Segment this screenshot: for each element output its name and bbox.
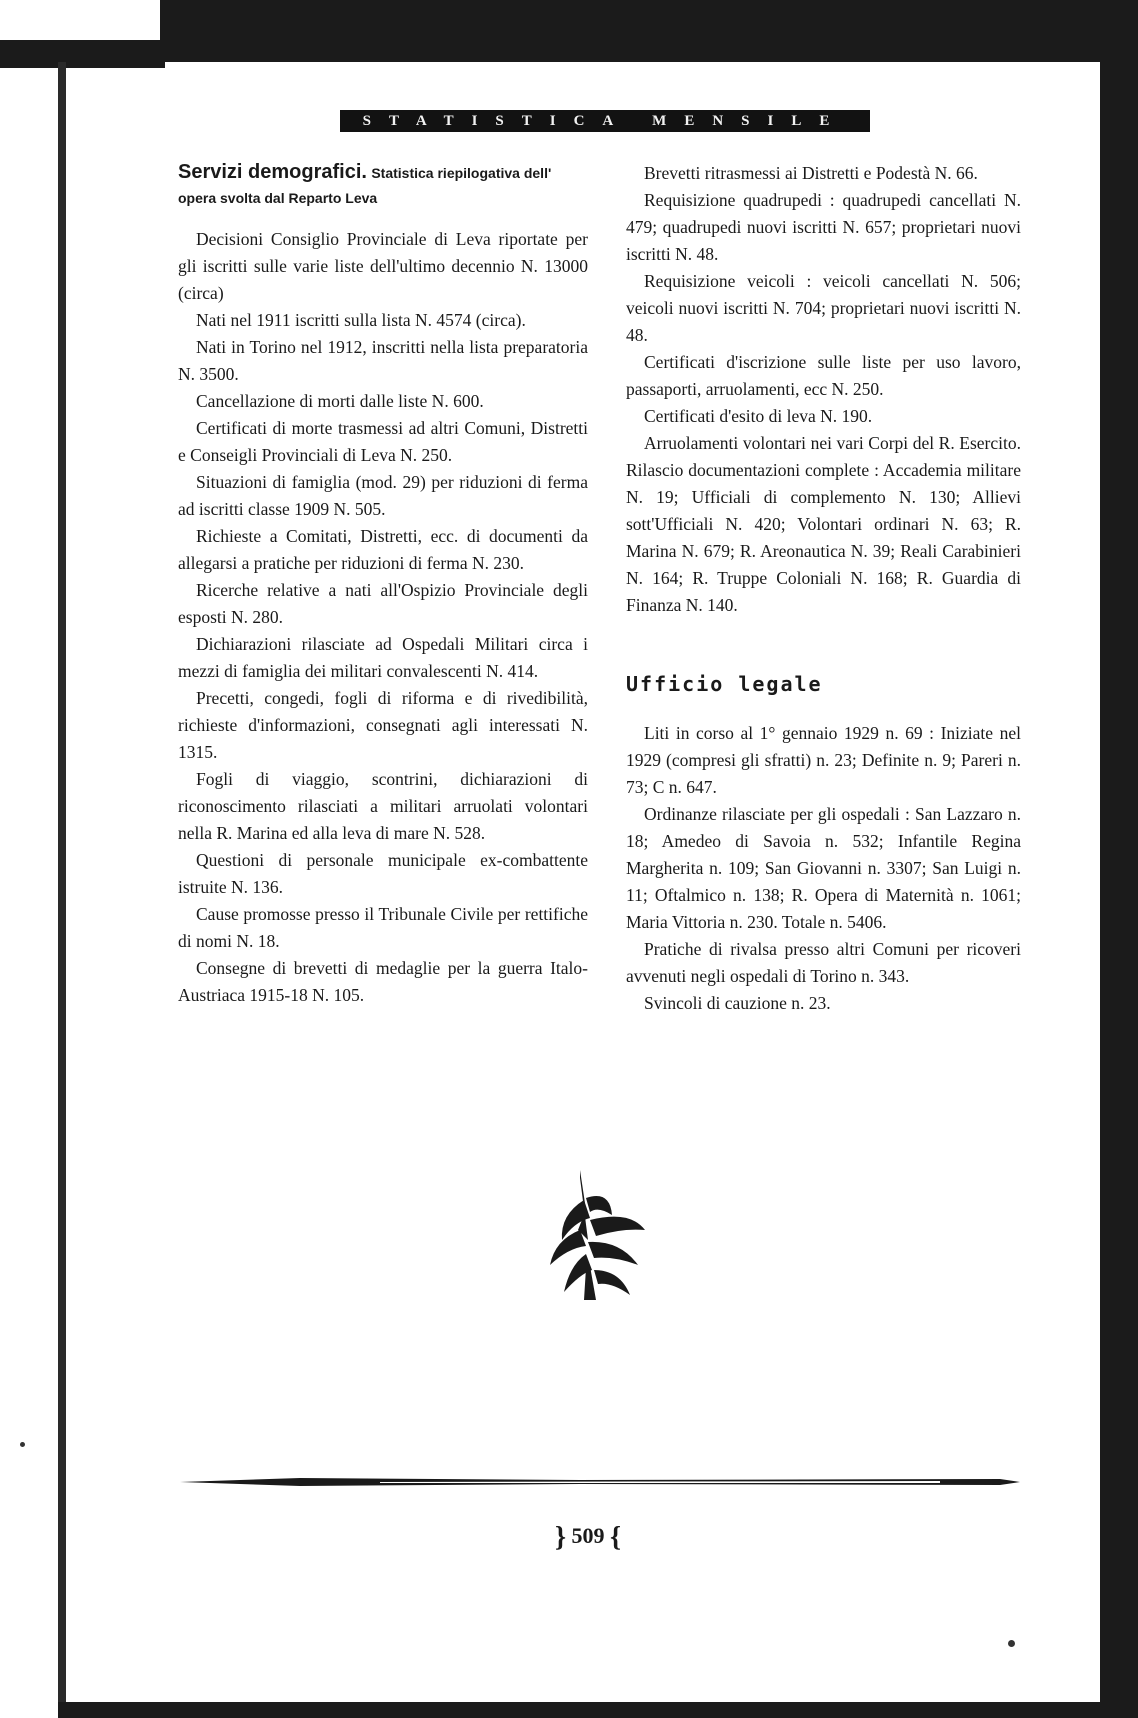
paragraph: Svincoli di cauzione n. 23. xyxy=(644,993,831,1013)
paragraph: Questioni di personale municipale ex-combattente istruite N. 136. xyxy=(178,850,588,897)
paragraph: Certificati di morte trasmessi ad altri Comuni, Distretti e Conseigli Provinciali di Leva N. 250. xyxy=(178,418,588,465)
paragraph: Requisizione quadrupedi : quadrupedi cancellati N. 479; quadrupedi nuovi iscritti N. 657; proprietari nuovi iscritti N. 48. xyxy=(626,190,1021,264)
scan-top-border xyxy=(160,0,1138,62)
section-title: Servizi demografici. xyxy=(178,161,367,183)
running-header: STATISTICA MENSILE xyxy=(340,110,870,132)
paragraph: Requisizione veicoli : veicoli cancellati N. 506; veicoli nuovi iscritti N. 704; proprietari nuovi iscritti N. 48. xyxy=(626,271,1021,345)
paragraph: Pratiche di rivalsa presso altri Comuni per ricoveri avvenuti negli ospedali di Torino n. 343. xyxy=(626,939,1021,986)
page-number xyxy=(555,1522,621,1554)
decorative-rule-icon xyxy=(180,1475,1020,1489)
section-subtitle: Statistica riepilogativa dell' opera svolta dal Reparto Leva xyxy=(178,165,552,206)
ufficio-legale-title: Ufficio legale xyxy=(626,672,823,696)
scan-bottom-border xyxy=(58,1702,1138,1718)
paragraph: Ricerche relative a nati all'Ospizio Provinciale degli esposti N. 280. xyxy=(178,580,588,627)
scan-right-border xyxy=(1100,0,1138,1718)
page-number-value: 509 xyxy=(571,1523,605,1549)
bracket-left: } xyxy=(555,1522,567,1553)
paragraph: Dichiarazioni rilasciate ad Ospedali Militari circa i mezzi di famiglia dei militari convalescenti N. 414. xyxy=(178,634,588,681)
paragraph: Cause promosse presso il Tribunale Civile per rettifiche di nomi N. 18. xyxy=(178,904,588,951)
plant-ornament-icon xyxy=(550,1170,660,1300)
paragraph: Precetti, congedi, fogli di riforma e di rivedibilità, richieste d'informazioni, consegnati agli interessati N. 1315. xyxy=(178,688,588,762)
paragraph: Brevetti ritrasmessi ai Distretti e Podestà N. 66. xyxy=(644,163,978,183)
paragraph: Arruolamenti volontari nei vari Corpi del R. Esercito. Rilascio documentazioni complete : Accademia militare N. 19; Ufficiali di complemento N. 130; Allievi sott'Ufficiali N. 420; Volontari ordinari N. 63; R. Marina N. 679; R. Areonautica N. 39; Reali Carabinieri N. 164; R. Truppe Coloniali N. 168; R. Guardia di Finanza N. 140. xyxy=(626,433,1021,615)
bracket-right: { xyxy=(610,1522,622,1553)
paragraph: Situazioni di famiglia (mod. 29) per riduzioni di ferma ad iscritti classe 1909 N. 505. xyxy=(178,472,588,519)
scan-left-border xyxy=(58,62,66,1702)
paragraph: Decisioni Consiglio Provinciale di Leva riportate per gli iscritti sulle varie liste dell'ultimo decennio N. 13000 (circa) xyxy=(178,229,588,303)
right-column xyxy=(626,160,1021,1017)
paragraph: Ordinanze rilasciate per gli ospedali : San Lazzaro n. 18; Amedeo di Savoia n. 532; Infantile Regina Margherita n. 109; San Giovanni n. 3307; San Luigi n. 11; Oftalmico n. 138; R. Opera di Maternità n. 1061; Maria Vittoria n. 230. Totale n. 5406. xyxy=(626,804,1021,932)
paragraph: Certificati d'iscrizione sulle liste per uso lavoro, passaporti, arruolamenti, ecc N. 250. xyxy=(626,352,1021,399)
paragraph: Fogli di viaggio, scontrini, dichiarazioni di riconoscimento rilasciati a militari arruolati volontari nella R. Marina ed alla leva di mare N. 528. xyxy=(178,769,588,843)
paragraph: Nati nel 1911 iscritti sulla lista N. 4574 (circa). xyxy=(196,310,526,330)
paragraph: Certificati d'esito di leva N. 190. xyxy=(644,406,873,426)
paragraph: Liti in corso al 1° gennaio 1929 n. 69 : Iniziate nel 1929 (compresi gli sfratti) n. 23; Definite n. 9; Pareri n. 73; C n. 647. xyxy=(626,723,1021,797)
scan-speck xyxy=(20,1442,25,1447)
paragraph: Richieste a Comitati, Distretti, ecc. di documenti da allegarsi a pratiche per riduzioni di ferma N. 230. xyxy=(178,526,588,573)
scan-speck xyxy=(1008,1640,1015,1647)
left-column xyxy=(178,160,588,1009)
scan-top-left-border xyxy=(0,40,165,68)
paragraph: Cancellazione di morti dalle liste N. 600. xyxy=(196,391,484,411)
paragraph: Nati in Torino nel 1912, inscritti nella lista preparatoria N. 3500. xyxy=(178,337,588,384)
section-heading xyxy=(178,160,588,210)
paragraph: Consegne di brevetti di medaglie per la guerra Italo-Austriaca 1915-18 N. 105. xyxy=(178,958,588,1005)
